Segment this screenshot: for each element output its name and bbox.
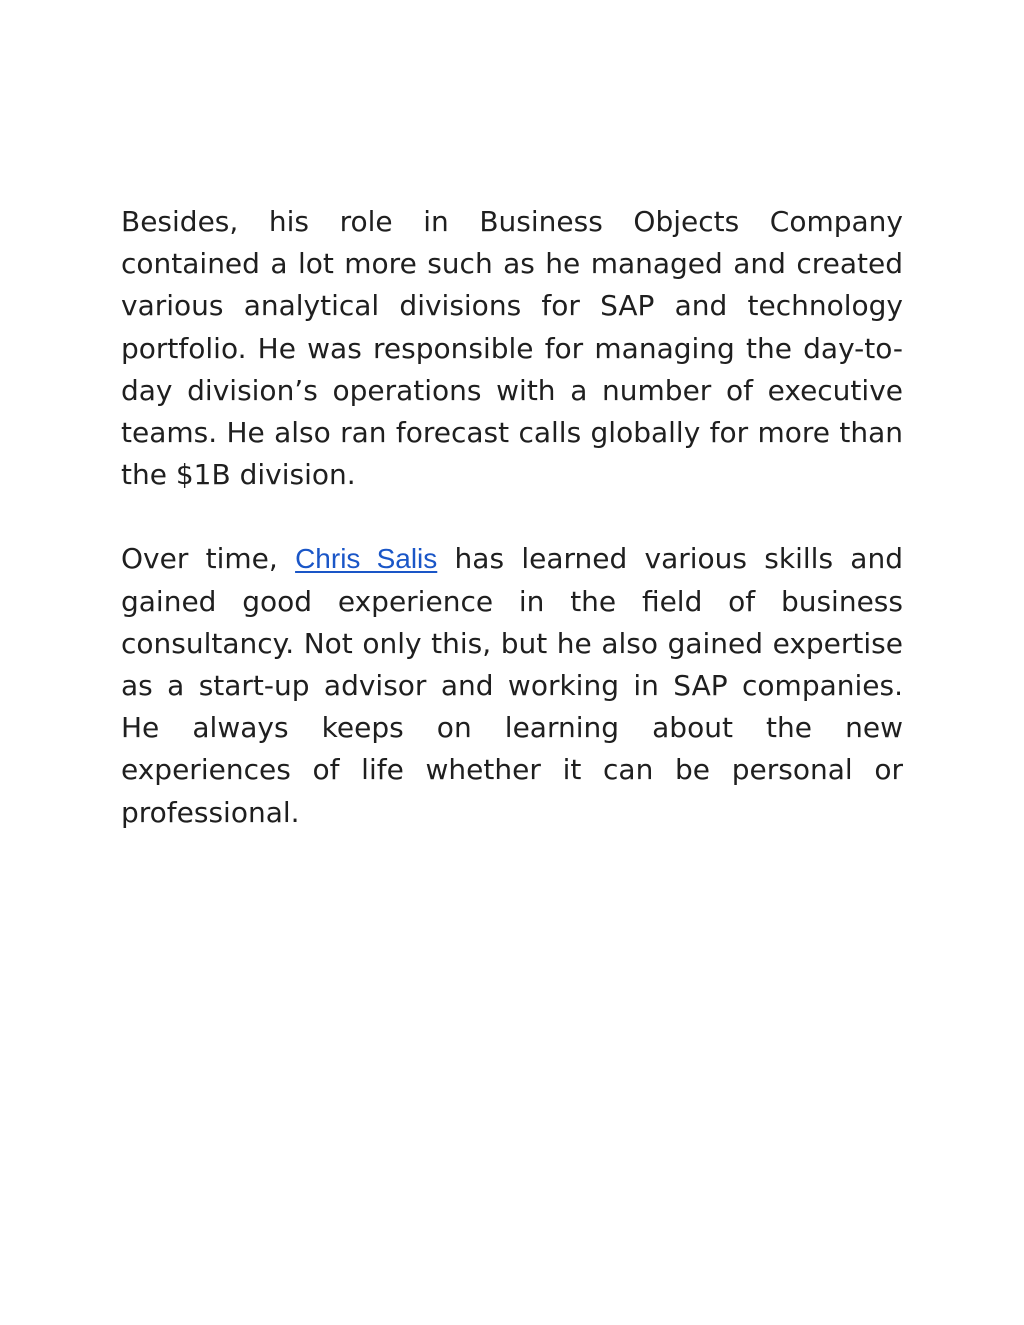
paragraph-role-description xyxy=(121,201,903,496)
paragraph-1-text: Besides, his role in Business Objects Company contained a lot more such as he managed and created various analytical divisions for SAP and technology portfolio. He was responsible for managing the day-to-day division’s operations with a number of executive teams. He also ran forecast calls globally for more than the $1B division. xyxy=(121,205,903,492)
paragraph-2-intro: Over time, xyxy=(121,542,296,576)
document-body xyxy=(121,201,903,876)
paragraph-2-text: has learned various skills and gained good experience in the field of business consultancy. Not only this, but he also gained expertise as a start-up advisor and working in SAP companies. He always keeps on learning about the new experiences of life whether it can be personal or professional. xyxy=(121,542,903,829)
chris-salis-link[interactable]: Chris Salis xyxy=(295,543,438,575)
paragraph-experience xyxy=(121,538,903,833)
